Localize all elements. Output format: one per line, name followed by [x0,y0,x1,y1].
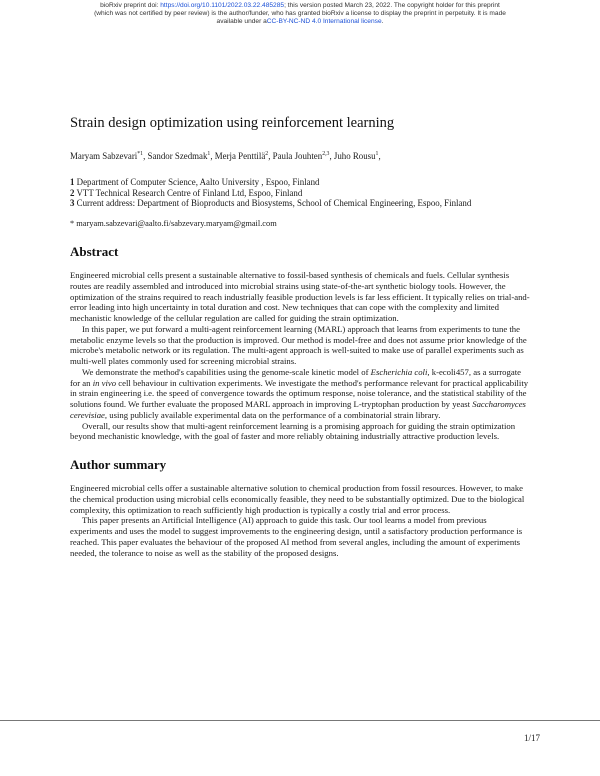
affiliation-text: Current address: Department of Bioproducts and Biosystems, School of Chemical Engineering, Espoo, Finland [76,198,472,209]
abstract-paragraph-1: Engineered microbial cells present a sustainable alternative to fossil-based synthesis of chemicals and fuels. Cellular synthesis routes are readily assembled and introduced into microbial strains using state-of-the-art synthetic biology tools. However, the optimization of the strains required to reach industrially feasible production levels is far less efficient. It typically relies on trial-and-error leading into high uncertainty in total duration and cost. New techniques that can cope with the complexity and limited mechanistic knowledge of the cellular regulation are called for guiding the strain optimization. [70,270,530,324]
affiliation-text: VTT Technical Research Centre of Finland Ltd, Espoo, Finland [76,187,303,198]
abstract-text: , k-ecoli457, as a surrogate for an [70,366,521,388]
affiliation-item [70,198,530,209]
preprint-posted-text: ; this version posted March 23, 2022. The copyright holder for this preprint [284,2,500,9]
affiliation-text: Department of Computer Science, Aalto University , Espoo, Finland [76,176,320,187]
affiliation-number: 1 [70,176,75,187]
abstract-text: , using publicly available experimental data on the performance of a combinatorial strain library. [104,409,441,420]
doi-link[interactable]: https://doi.org/10.1101/2022.03.22.485285 [160,2,285,9]
affiliation-list [70,177,530,209]
author-summary-heading: Author summary [70,457,167,473]
species-name: Saccharomyces cerevisiae [70,399,526,420]
author-name: Juho Rousu [333,150,376,161]
author-name: Merja Penttilä [214,150,266,161]
abstract-paragraph-2: In this paper, we put forward a multi-agent reinforcement learning (MARL) approach that learns from experiments to tune the metabolic enzyme levels so that the production is improved. Our method is model-free and does not assume prior knowledge of the microbe's metabolic network or its regulation. The multi-agent approach is well-suited to make use of parallel experiments such as multi-well plates commonly used for screening microbial strains. [70,323,527,367]
footer-divider [0,720,600,721]
author-name: Maryam Sabzevari [70,150,138,161]
latin-term: in vivo [92,377,117,388]
affiliation-item [70,188,530,199]
paper-content [70,114,530,558]
license-prefix: available under a [216,18,267,26]
abstract-paragraph-3 [70,367,530,421]
preprint-line-1 [40,2,560,10]
abstract-text: cell behaviour in cultivation experiments. We investigate the method's performance relevant for practical applicability in strain engineering i.e. the speed of convergence towards the optimum response, noise tolerance, and the statistical stability of the solutions found. We further evaluate the proposed MARL approach in improving L-tryptophan production by yeast [70,377,529,410]
affiliation-number: 3 [70,198,75,209]
corresponding-email: * maryam.sabzevari@aalto.fi/sabzevary.maryam@gmail.com [70,219,277,229]
author-affil-mark: *1 [137,151,144,157]
author-affil-mark: 1 [375,151,379,157]
preprint-doi-label: bioRxiv preprint doi: [100,2,161,9]
license-link[interactable]: CC-BY-NC-ND 4.0 International license [266,18,382,26]
summary-paragraph-1: Engineered microbial cells offer a sustainable alternative solution to chemical production from fossil resources. However, to make the chemical production using microbial cells economically feasible, they need to be substantially optimized. Due to the biological complexity, this optimization to reach sufficiently high production is typically a costly trial and error process. [70,483,525,515]
license-suffix: . [381,18,384,26]
affiliation-number: 2 [70,187,75,198]
paper-title: Strain design optimization using reinforcement learning [70,115,395,131]
abstract-heading: Abstract [70,244,119,260]
author-name: Paula Jouhten [272,150,323,161]
page-number: 1/17 [523,733,540,743]
preprint-header [40,2,560,27]
abstract-paragraph-4: Overall, our results show that multi-agent reinforcement learning is a promising approach for guiding the strain optimization beyond mechanistic knowledge, with the goal of faster and more reliably obtaining industrially attractive production levels. [70,420,516,442]
summary-paragraph-2: This paper presents an Artificial Intelligence (AI) approach to guide this task. Our tool learns a model from previous experiments and uses the model to suggest improvements to the engineering design, until a satisfactory production performance is reached. This paper evaluates the behaviour of the proposed AI method from several angles, including the amount of experiments needed, the tolerance to noise as well as the stability of the proposed designs. [70,515,523,558]
preprint-line-3 [40,18,560,26]
species-name: Escherichia coli [370,366,428,377]
affiliation-item [70,177,530,188]
author-list: Maryam Sabzevari$^{*1}$, Sandor Szedmak$^1$, Merja Penttilä$^2$, Paula Jouhten$^{2,3}$, Juho Rousu$^1$, [70,150,381,161]
preprint-line-2: (which was not certified by peer review) is the author/funder, who has granted bioRxiv a license to display the preprint in perpetuity. It is made [94,10,506,18]
abstract-text: We demonstrate the method's capabilities using the genome-scale kinetic model of [82,366,371,377]
author-affil-mark: 2,3 [322,151,330,157]
author-affil-mark: 1 [207,151,211,157]
author-name: Sandor Szedmak [147,150,208,161]
author-affil-mark: 2 [265,151,269,157]
